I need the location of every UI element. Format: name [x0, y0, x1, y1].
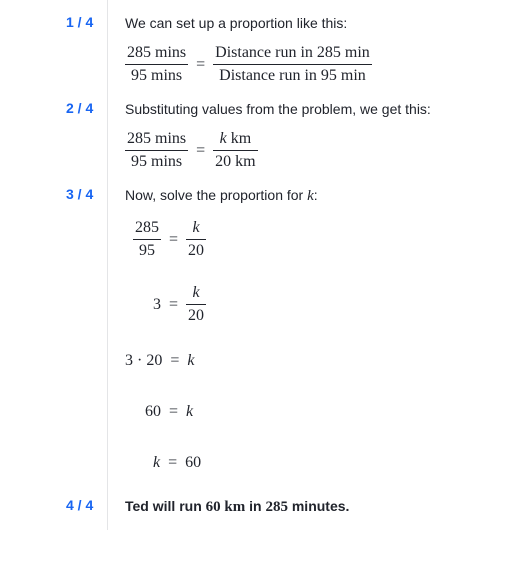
eq5-lhs: 3 · 20 — [125, 352, 163, 369]
equation-2 — [125, 130, 258, 171]
step-4-answer — [125, 498, 349, 516]
eq2-lhs-denominator: 95 mins — [131, 153, 183, 170]
eq1-lhs-fraction — [125, 44, 188, 85]
eq7-equals: = — [168, 454, 178, 471]
eq7-rhs: 60 — [185, 454, 202, 471]
eq2-lhs-fraction — [125, 130, 188, 171]
eq4-lhs: 3 — [153, 295, 161, 313]
eq4-equals: = — [169, 295, 179, 313]
eq6-rhs: k — [186, 403, 194, 420]
eq1-rhs-fraction — [213, 44, 372, 85]
step-1-number: 1 / 4 — [66, 14, 94, 30]
step-3-number: 3 / 4 — [66, 186, 94, 202]
answer-mid: in — [245, 498, 266, 514]
step-2-text: Substituting values from the problem, we get this: — [125, 101, 431, 117]
eq1-rhs-denominator: Distance run in 95 min — [219, 67, 366, 84]
eq4-rhs-numerator: k — [192, 284, 200, 301]
eq6-lhs: 60 — [145, 403, 161, 420]
eq2-lhs-numerator: 285 mins — [127, 130, 187, 147]
step-3-var: k — [307, 188, 314, 204]
equation-4 — [153, 284, 206, 325]
answer-distance-value: 60 — [205, 499, 221, 515]
equation-5 — [125, 352, 194, 370]
eq1-equals: = — [196, 55, 206, 73]
eq2-rhs-unit: km — [226, 130, 252, 147]
step-2-number: 2 / 4 — [66, 100, 94, 116]
eq4-rhs-fraction — [186, 284, 206, 325]
answer-prefix: Ted will run — [125, 498, 206, 514]
step-3-text — [125, 187, 318, 205]
steps-divider-line — [107, 0, 108, 530]
eq2-equals: = — [196, 141, 206, 159]
step-3-text-after: : — [313, 187, 318, 203]
equation-1 — [125, 44, 372, 85]
step-1-text: We can set up a proportion like this: — [125, 15, 348, 31]
eq2-rhs-denominator: 20 km — [215, 153, 256, 170]
eq1-lhs-numerator: 285 mins — [127, 44, 187, 61]
answer-suffix: minutes. — [287, 498, 350, 514]
eq2-rhs-numerator — [218, 130, 254, 150]
step-4-number: 4 / 4 — [66, 497, 94, 513]
eq3-rhs-fraction — [186, 219, 206, 260]
eq1-rhs-numerator: Distance run in 285 min — [215, 44, 370, 61]
eq3-lhs-fraction — [133, 219, 161, 260]
eq3-lhs-denominator: 95 — [139, 242, 155, 259]
eq6-equals: = — [169, 403, 179, 420]
eq3-rhs-numerator: k — [192, 219, 200, 236]
answer-distance-unit: km — [220, 499, 246, 515]
eq2-rhs-fraction — [213, 130, 257, 171]
equation-7 — [153, 454, 201, 472]
eq3-lhs-numerator: 285 — [135, 219, 159, 236]
step-3-text-before: Now, solve the proportion for — [125, 187, 308, 203]
eq2-rhs-var: k — [219, 130, 227, 147]
eq7-lhs: k — [153, 454, 161, 471]
equation-6 — [145, 403, 193, 421]
eq3-equals: = — [169, 230, 179, 248]
answer-minutes-value: 285 — [265, 499, 288, 515]
eq5-equals: = — [170, 352, 180, 369]
eq5-rhs: k — [187, 352, 195, 369]
eq3-rhs-denominator: 20 — [188, 242, 205, 259]
eq4-rhs-denominator: 20 — [188, 307, 205, 324]
equation-3 — [133, 219, 206, 260]
eq1-lhs-denominator: 95 mins — [131, 67, 183, 84]
